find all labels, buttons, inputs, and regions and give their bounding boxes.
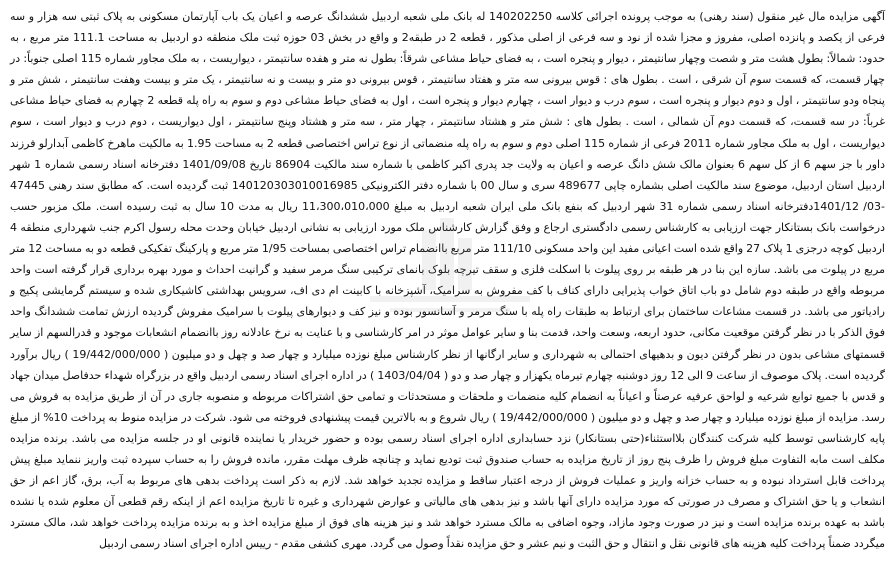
notice-body-text: آگهی مزایده مال غیر منقول (سند رهنی) به موجب پرونده اجرائی کلاسه 140202250 له بانک ملی شعبه اردبیل ششدانگ عرصه و اعیان یک باب آپارتمان مسکونی به پلاک ثبتی سه هزار و سه فرعی از یکصد و پانزده اصلی، مفروز و مجزا شده از نود و سه فرعی از اصلی مذکور ، قطعه 2 در طبقه2 و واقع در بخش 03 حوزه ثبت ملک منطقه دو اردبیل به مساحت 111.1 متر مربع ، به حدود: شمالاً: بطول هشت متر و شصت وچهار سانتیمتر ، دیوار و پنجره است ، به فضای حیاط مشاعی شرقاً: بطول نه متر و هفده سانتیمتر ، دیواریست ، به ملک مجاور شماره 115 اصلی جنوباً: در چهار قسمت، که قسمت سوم آن شرقی ، است . بطول های : قوس بیرونی سه متر و هفتاد سانتیمتر ، قوس بیرونی دو متر و بیست و نه سانتیمتر ، یک متر و بیست وهفت سانتیمتر ، شش متر و پنجاه ودو سانتیمتر ، اول و دوم دیوار و پنجره است ، سوم درب و دیوار است ، چهارم دیوار و پنجره است ، اول به فضای حیاط مشاعی دوم و سوم به راه پله قطعه 2 چهارم به فضای حیاط مشاعی غرباً: در سه قسمت، که قسمت دوم آن شمالی ، است . بطول های : شش متر و هشتاد سانتیمتر ، چهار متر ، سه متر و هشتاد وپنج سانتیمتر ، اول دیواریست ، دوم درب و دیوار است ، سوم دیواریست ، اول به ملک مجاور شماره 2011 فرعی از شماره 115 اصلی دوم و سوم به راه پله منضماتی از نوع تراس اختصاصی قطعه 2 به مساحت 1.95 به مالکیت ماهرخ کاظمی آبدارلو فرزند داور با جز سهم 6 از کل سهم 6 بعنوان مالک شش دانگ عرصه و اعیان به ولایت جد پدری اکبر کاظمی با شماره سند مالکیت 86904 تاریخ 1401/09/08 دفترخانه اسناد رسمی شماره 1 شهر اردبیل استان اردبیل، موضوع سند مالکیت اصلی بشماره چاپی 489677 سری و سال 00 با شماره دفتر الکترونیکی 140120303010016985 ثبت گردیده است. که مطابق سند رهنی 47445 -03/ 1401/12دفترخانه اسناد رسمی شماره 31 شهر اردبیل که بنفع بانک ملی ایران شعبه اردبیل به مبلغ 11،300،010،000 ریال به مدت 10 سال به ثبت رسیده است. ملک مزبور حسب درخواست بانک بستانکار جهت ارزیابی به کارشناس رسمی دادگستری ارجاع و وفق گزارش کارشناس ملک مورد ارزیابی به نشانی اردبیل خیابان وحدت محله رسول اکرم جنب شهرداری منطقه 4 اردبیل کوچه درجزی 1 پلاک 27 واقع شده است اعیانی مفید این واحد مسکونی 111/10 متر مربع باانضمام تراس اختصاصی بمساحت 1/95 متر مربع و پارکینگ تفکیکی قطعه دو به مساحت 12 متر مربع در پیلوت می باشد. سازه این بنا در هر طبقه بر روی پیلوت با اسکلت فلزی و سقف تیرچه بلوک بانمای ترکیبی سنگ مرمر سفید و گرانیت احداث و مورد بهره برداری قرار گرفته است واحد مربوطه واقع در طبقه دوم شامل دو باب اتاق خواب پذیرایی دارای کناف با کف مفروش به سرامیک، آشپزخانه با کابینت ام دی اف، سرویس بهداشتی کاشیکاری شده و سیستم گرمایشی پکیج و رادیاتور می باشد. در قسمت مشاعات ساختمان برای ارتباط به طبقات راه پله با سنگ مرمر و آسانسور بوده و نیز کف و دیوارهای پیلوت با سرامیک مفروش گردیده ارزش تمامت ششدانگ واحد فوق الذکر با در نظر گرفتن موقعیت مکانی، حدود اربعه، وسعت واحد، قدمت بنا و سایر عوامل موثر در امر کارشناسی و با عنایت به نرخ عادلانه روز باانضمام انشعابات موجود و قدرالسهم از سایر قسمتهای مشاعی بدون در نظر گرفتن دیون و بدهیهای احتمالی به شهرداری و سایر ارگانها از نظر کارشناس مبلغ نوزده میلیارد و چهار صد و چهل و دو میلیون ( 19/442/000/000 ) ریال برآورد گردیده است. پلاک موصوف از ساعت 9 الی 12 روز دوشنبه چهارم تیرماه یکهزار و چهار صد و دو ( 1403/04/04 ) در اداره اجرای اسناد رسمی اردبیل واقع در بزرگراه شهداء حدفاصل میدان جهاد و قدس با جمیع توابع شرعیه و لواحق عرفیه عرصتاً و اعیاناً به انضمام کلیه منضمات و ملحقات و مستحدثات و تمامی حق اشتراکات مربوطه و منصوبه جاری در آن از طریق مزایده به فروش می رسد. مزایده از مبلغ نوزده میلیارد و چهار صد و چهل و دو میلیون ( 19/442/000/000 ) ریال شروع و به بالاترین قیمت پیشنهادی فروخته می شود. شرکت در مزایده منوط به پرداخت 10% از مبلغ پایه کارشناسی توسط کلیه شرکت کنندگان بلااستثناء(حتی بستانکار) نزد حسابداری اداره اجرای اسناد رسمی بوده و حضور خریدار یا نماینده قانونی او در جلسه مزایده می باشد. برنده مزایده مکلف است مابه التفاوت مبلغ فروش را ظرف پنج روز از تاریخ مزایده به حساب صندوق ثبت تودیع نماید و چنانچه ظرف مهلت مقرر، مانده فروش را به حساب سپرده ثبت واریز ننماید مبلغ پیش پرداخت قابل استرداد نبوده و به حساب خزانه واریز و عملیات فروش از درجه اعتبار ساقط و مزایده تجدید خواهد شد. لازم به ذکر است پرداخت بدهی های مربوط به آب، برق، گاز اعم از حق انشعاب و یا حق اشتراک و مصرف در صورتی که مورد مزایده دارای آنها باشد و نیز بدهی های مالیاتی و عوارض شهرداری و غیره تا تاریخ مزایده اعم از اینکه رقم قطعی آن معلوم شده یا نشده باشد به عهده برنده مزایده است و نیز در صورت وجود مازاد، وجوه اضافی به مالک مسترد خواهد شد و نیز هزینه های فوق از مبلغ مزایده اخذ و به برنده مزایده پرداخت خواهد شد، مالک مسترد میگردد ضمناً پرداخت کلیه هزینه های قانونی نقل و انتقال و حق الثبت و نیم عشر و حق مزایده نقداً وصول می گردد. مهری کشفی مقدم - رییس اداره اجرای اسناد رسمی اردبیل — [10, 10, 886, 551]
